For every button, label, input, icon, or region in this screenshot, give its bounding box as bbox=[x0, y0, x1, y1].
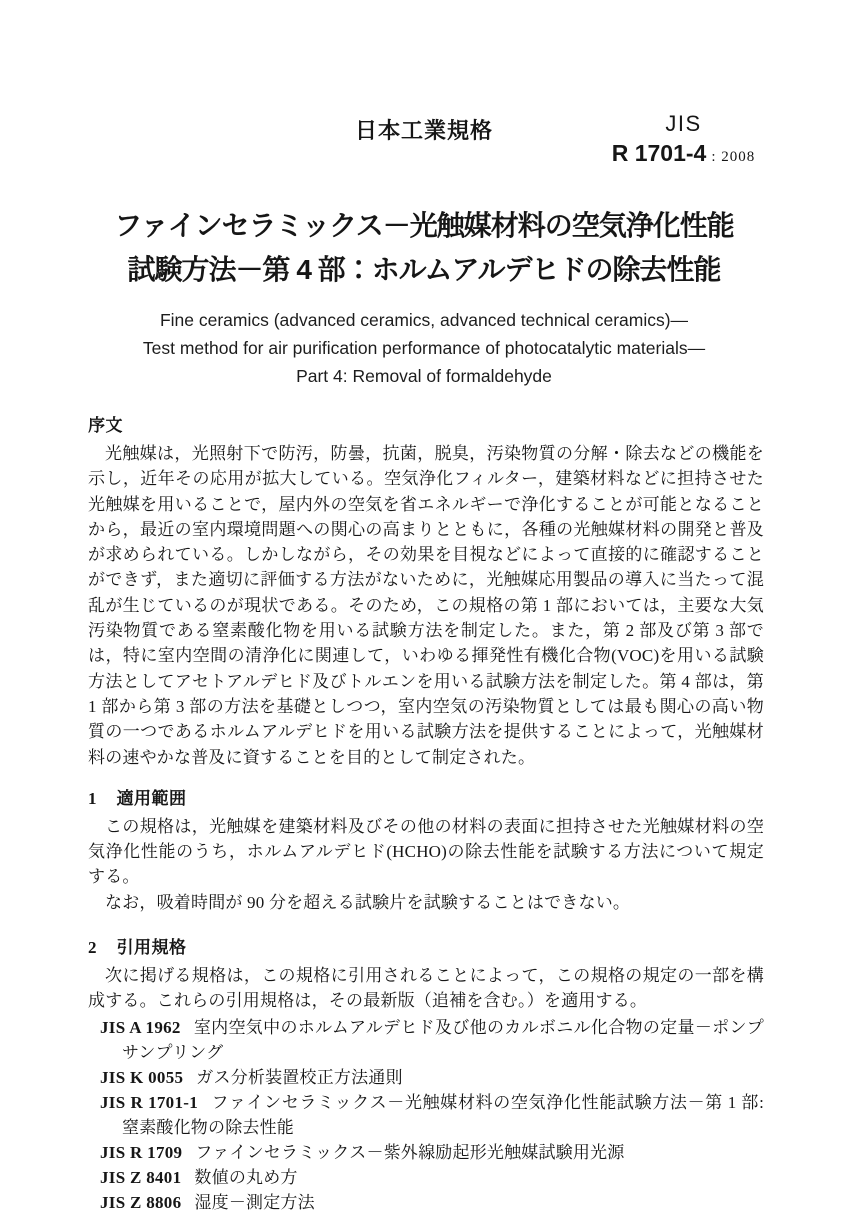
standard-number: R 1701-4 bbox=[611, 140, 707, 166]
reference-label: JIS Z 8401 bbox=[100, 1167, 182, 1187]
title-ja-line-1: ファインセラミックス－光触媒材料の空気浄化性能 bbox=[114, 210, 734, 241]
reference-item bbox=[100, 1190, 764, 1215]
reference-item bbox=[100, 1090, 764, 1140]
title-en-line-2: Test method for air purification performance of photocatalytic materials— bbox=[142, 338, 706, 358]
title-en-line-3: Part 4: Removal of formaldehyde bbox=[296, 366, 552, 386]
document-title-ja bbox=[0, 204, 848, 292]
document-body bbox=[88, 414, 764, 1215]
document-title-en bbox=[0, 306, 848, 390]
standard-org: JIS bbox=[665, 111, 702, 136]
reference-item bbox=[100, 1015, 764, 1065]
reference-item bbox=[100, 1165, 764, 1190]
reference-label: JIS K 0055 bbox=[100, 1067, 184, 1087]
section-2-number: 2 bbox=[88, 938, 97, 958]
reference-text: 室内空気中のホルムアルデヒド及び他のカルボニル化合物の定量－ポンプサンプリング bbox=[122, 1017, 764, 1062]
section-2-heading bbox=[88, 936, 764, 959]
normative-refs-intro: 次に掲げる規格は，この規格に引用されることによって，この規格の規定の一部を構成する。これらの引用規格は，その最新版（追補を含む。）を適用する。 bbox=[88, 966, 764, 1011]
reference-text: ガス分析装置校正方法通則 bbox=[196, 1067, 403, 1087]
document-header bbox=[0, 111, 848, 166]
reference-text: ファインセラミックス－紫外線励起形光触媒試験用光源 bbox=[195, 1142, 625, 1162]
reference-label: JIS A 1962 bbox=[100, 1017, 181, 1037]
standard-year: : 2008 bbox=[711, 149, 756, 165]
title-en-line-1: Fine ceramics (advanced ceramics, advanced technical ceramics)— bbox=[159, 310, 689, 330]
scope-note: なお，吸着時間が 90 分を超える試験片を試験することはできない。 bbox=[105, 892, 631, 912]
reference-text: ファインセラミックス－光触媒材料の空気浄化性能試験方法－第 1 部:窒素酸化物の除去性能 bbox=[122, 1092, 765, 1137]
reference-label: JIS R 1701-1 bbox=[100, 1092, 199, 1112]
reference-label: JIS R 1709 bbox=[100, 1142, 183, 1162]
section-2-title: 引用規格 bbox=[116, 938, 187, 958]
reference-item bbox=[100, 1065, 764, 1090]
scope-paragraph: この規格は，光触媒を建築材料及びその他の材料の表面に担持させた光触媒材料の空気浄化性能のうち，ホルムアルデヒド(HCHO)の除去性能を試験する方法について規定する。 bbox=[88, 816, 764, 887]
section-1-title: 適用範囲 bbox=[116, 788, 187, 808]
title-ja-line-2: 試験方法－第 4 部：ホルムアルデヒドの除去性能 bbox=[127, 254, 721, 285]
reference-label: JIS Z 8806 bbox=[100, 1192, 182, 1212]
reference-list bbox=[88, 1015, 764, 1215]
section-1-heading bbox=[88, 787, 764, 810]
reference-item bbox=[100, 1140, 764, 1165]
standard-body-name: 日本工業規格 bbox=[354, 118, 493, 143]
standard-number-line bbox=[591, 140, 776, 167]
preface-body: 光触媒は，光照射下で防汚，防曇，抗菌，脱臭，汚染物質の分解・除去などの機能を示し，近年その応用が拡大している。空気浄化フィルター，建築材料などに担持させた光触媒を用いることで，屋内外の空気を省エネルギーで浄化することが可能となることから，最近の室内環境問題への関心の高まりとともに，各種の光触媒材料の開発と普及が求められている。しかしながら，その効果を目視などによって直接的に確認することができず，また適切に評価する方法がないために，光触媒応用製品の導入に当たって混乱が生じているのが現状である。そのため，この規格の第 1 部においては，主要な大気汚染物質である窒素酸化物を用いる試験方法を制定した。また，第 2 部及び第 3 部では，特に室内空間の清浄化に関連して，いわゆる揮発性有機化合物(VOC)を用いる試験方法としてアセトアルデヒド及びトルエンを用いる試験方法を制定した。第 4 部は，第 1 部から第 3 部の方法を基礎としつつ，室内空気の汚染物質としては最も関心の高い物質の一つであるホルムアルデヒドを用いる試験方法を提供することによって，光触媒材料の速やかな普及に資することを目的として制定された。 bbox=[88, 444, 764, 767]
preface-heading: 序文 bbox=[88, 416, 123, 435]
standard-code-block bbox=[591, 111, 776, 167]
reference-text: 湿度－測定方法 bbox=[194, 1192, 315, 1212]
section-1-number: 1 bbox=[88, 788, 97, 808]
reference-text: 数値の丸め方 bbox=[194, 1167, 298, 1187]
